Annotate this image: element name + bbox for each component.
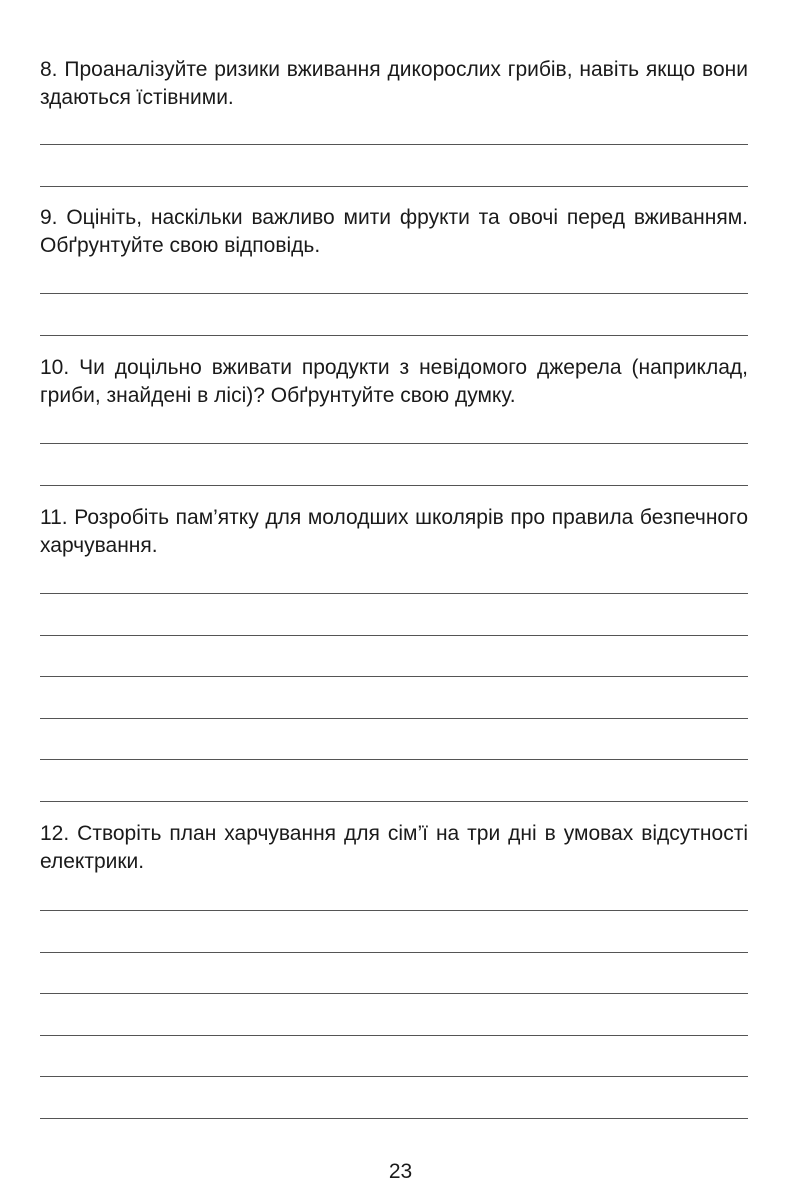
- answer-line[interactable]: [40, 993, 748, 994]
- answer-line[interactable]: [40, 1076, 748, 1077]
- answer-line[interactable]: [40, 335, 748, 336]
- answer-line[interactable]: [40, 593, 748, 594]
- question-10: 10. Чи доцільно вживати продукти з невідомого джерела (наприклад, гриби, знайдені в лісі)? Обґрунтуйте свою думку.: [40, 356, 748, 407]
- answer-line[interactable]: [40, 952, 748, 953]
- answer-line[interactable]: [40, 1118, 748, 1119]
- question-11: 11. Розробіть пам’ятку для молодших школярів про правила безпечного харчування.: [40, 506, 748, 557]
- answer-line[interactable]: [40, 1035, 748, 1036]
- question-9: 9. Оцініть, наскільки важливо мити фрукти та овочі перед вживанням. Обґрунтуйте свою відповідь.: [40, 206, 748, 257]
- answer-line[interactable]: [40, 759, 748, 760]
- answer-line[interactable]: [40, 635, 748, 636]
- answer-line[interactable]: [40, 676, 748, 677]
- answer-line[interactable]: [40, 144, 748, 145]
- question-12: 12. Створіть план харчування для сім’ї на три дні в умовах відсутності електрики.: [40, 822, 748, 873]
- answer-line[interactable]: [40, 801, 748, 802]
- answer-line[interactable]: [40, 293, 748, 294]
- answer-line[interactable]: [40, 910, 748, 911]
- answer-line[interactable]: [40, 443, 748, 444]
- answer-line[interactable]: [40, 485, 748, 486]
- question-8: 8. Проаналізуйте ризики вживання дикорослих грибів, навіть якщо вони здаються їстівними.: [40, 58, 748, 109]
- answer-line[interactable]: [40, 718, 748, 719]
- answer-line[interactable]: [40, 186, 748, 187]
- page-number: 23: [388, 1160, 413, 1183]
